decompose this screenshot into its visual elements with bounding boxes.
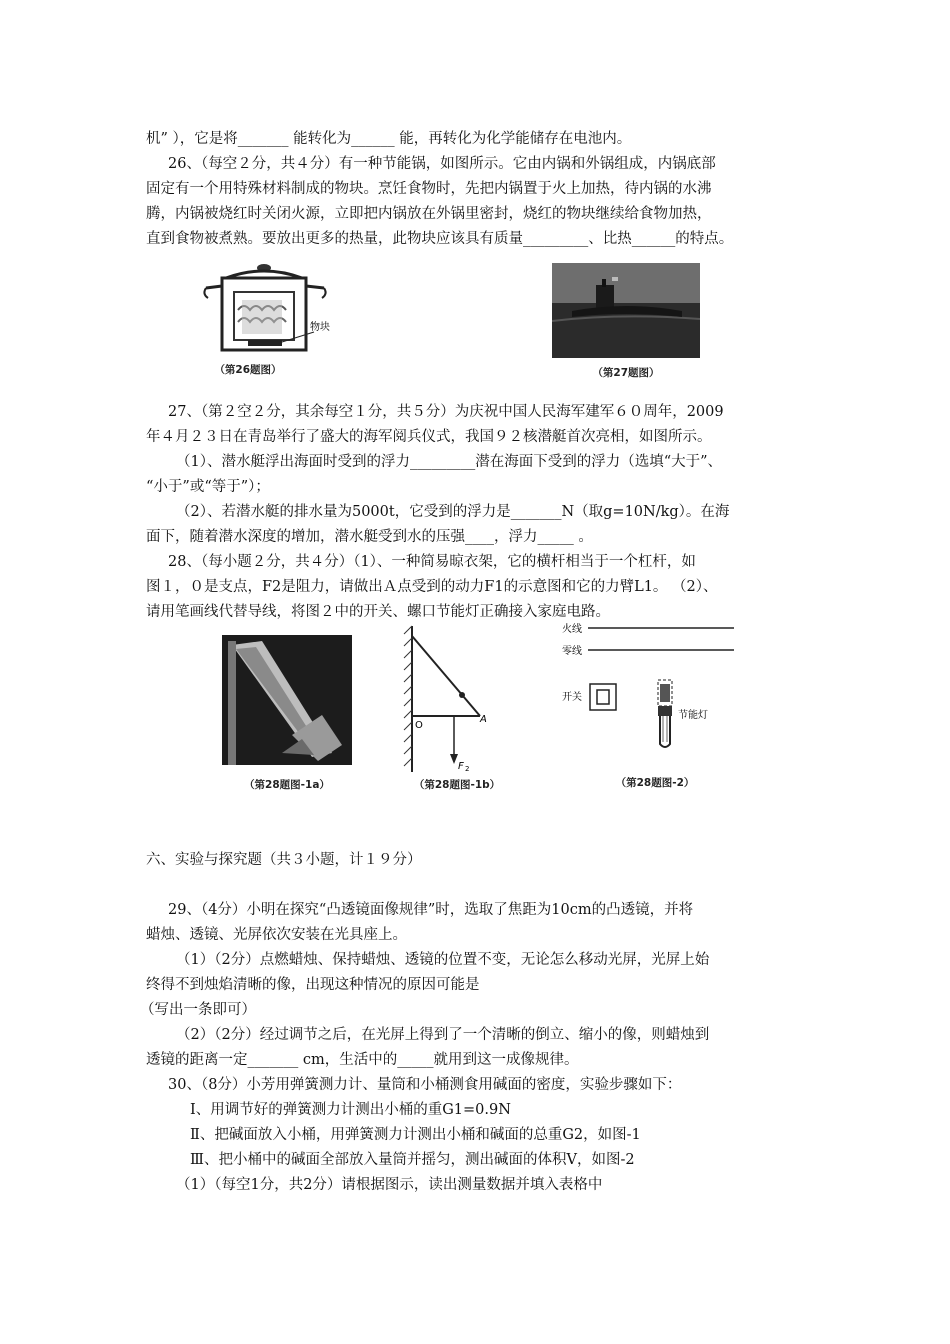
lever-diagram — [392, 622, 522, 772]
figure-28-1b-caption: （第28题图-1b） — [413, 779, 501, 791]
figure-28-2-caption: （第28题图-2） — [615, 777, 695, 789]
point-a-label: A — [480, 714, 487, 725]
submarine-photo — [552, 263, 700, 358]
text-line: 终得不到烛焰清晰的像，出现这种情况的原因可能是 — [146, 977, 480, 993]
text-line: （2）、若潜水艇的排水量为5000t，它受到的浮力是_______N（取g=10N/kg）。在海 — [176, 504, 730, 520]
force-label: F — [458, 761, 464, 772]
figure-27 — [552, 263, 700, 383]
text-line: 固定有一个用特殊材料制成的物块。烹饪食物时，先把内锅置于火上加热，待内锅的水沸 — [146, 181, 712, 197]
figure-26-caption: （第26题图） — [214, 364, 282, 376]
figure-28-1a — [222, 635, 352, 795]
text-line: 机” ），它是将_______ 能转化为______ 能，再转化为化学能储存在电池内。 — [146, 131, 632, 147]
step-3: Ⅲ、把小桶中的碱面全部放入量筒并摇匀，测出碱面的体积V，如图-2 — [190, 1152, 635, 1168]
text-line: （写出一条即可） — [140, 1002, 256, 1018]
text-line: 年４月２３日在青岛举行了盛大的海军阅兵仪式，我国９２核潜艇首次亮相，如图所示。 — [146, 429, 712, 445]
switch-label: 开关 — [562, 692, 582, 703]
figure-28-1a-caption: （第28题图-1a） — [244, 779, 330, 791]
figure-26 — [198, 258, 338, 383]
fire-line-label: 火线 — [562, 624, 582, 635]
question-28-heading: 28、（每小题２分，共４分）（1）、一种简易晾衣架，它的横杆相当于一个杠杆，如 — [168, 554, 696, 570]
question-26-heading: 26、（每空２分，共４分）有一种节能锅，如图所示。它由内锅和外锅组成，内锅底部 — [168, 156, 716, 172]
lamp-label: 节能灯 — [678, 710, 708, 721]
text-line: 图１，０是支点，F2是阻力，请做出Ａ点受到的动力F1的示意图和它的力臂L1。 （2）、 — [146, 579, 718, 595]
block-label: 物块 — [310, 322, 330, 333]
text-line: （2）（2分）经过调节之后，在光屏上得到了一个清晰的倒立、缩小的像，则蜡烛到 — [176, 1027, 710, 1043]
text-line: （1）（2分）点燃蜡烛、保持蜡烛、透镜的位置不变，无论怎么移动光屏，光屏上始 — [176, 952, 710, 968]
text-line: 透镜的距离一定_______ cm，生活中的_____就用到这一成像规律。 — [146, 1052, 579, 1068]
question-30-heading: 30、（8分）小芳用弹簧测力计、量筒和小桶测食用碱面的密度，实验步骤如下： — [168, 1077, 682, 1093]
text-line: 面下，随着潜水深度的增加，潜水艇受到水的压强____，浮力_____ 。 — [146, 529, 593, 545]
text-line: 蜡烛、透镜、光屏依次安装在光具座上。 — [146, 927, 407, 943]
question-27-heading: 27、（第２空２分，其余每空１分，共５分）为庆祝中国人民海军建军６０周年，2009 — [168, 404, 724, 420]
text-line: （1）（每空1分，共2分）请根据图示，读出测量数据并填入表格中 — [176, 1177, 603, 1193]
step-1: Ⅰ、用调节好的弹簧测力计测出小桶的重G1=0.9N — [190, 1102, 511, 1118]
text-line: 请用笔画线代替导线，将图２中的开关、螺口节能灯正确接入家庭电路。 — [146, 604, 610, 620]
section-6-heading: 六、实验与探究题（共３小题，计１９分） — [146, 852, 422, 868]
text-line: “小于”或“等于”）； — [146, 479, 270, 495]
clothes-rack-photo — [222, 635, 352, 765]
text-line: 腾，内锅被烧红时关闭火源，立即把内锅放在外锅里密封，烧红的物块继续给食物加热， — [146, 206, 712, 222]
force-subscript: 2 — [465, 765, 470, 772]
circuit-diagram — [560, 620, 740, 770]
figure-27-caption: （第27题图） — [592, 367, 660, 379]
text-line: （1）、潜水艇浮出海面时受到的浮力_________潜在海面下受到的浮力（选填“大于”、 — [176, 454, 723, 470]
zero-line-label: 零线 — [562, 646, 582, 657]
figure-28-2 — [560, 620, 740, 795]
point-o-label: O — [415, 720, 423, 731]
step-2: Ⅱ、把碱面放入小桶，用弹簧测力计测出小桶和碱面的总重G2，如图-1 — [190, 1127, 641, 1143]
figure-28-1b — [392, 622, 522, 795]
question-29-heading: 29、（4分）小明在探究“凸透镜面像规律”时，选取了焦距为10cm的凸透镜，并将 — [168, 902, 694, 918]
pot-illustration — [198, 258, 338, 358]
text-line: 直到食物被煮熟。要放出更多的热量，此物块应该具有质量_________、比热______的特点。 — [146, 231, 734, 247]
